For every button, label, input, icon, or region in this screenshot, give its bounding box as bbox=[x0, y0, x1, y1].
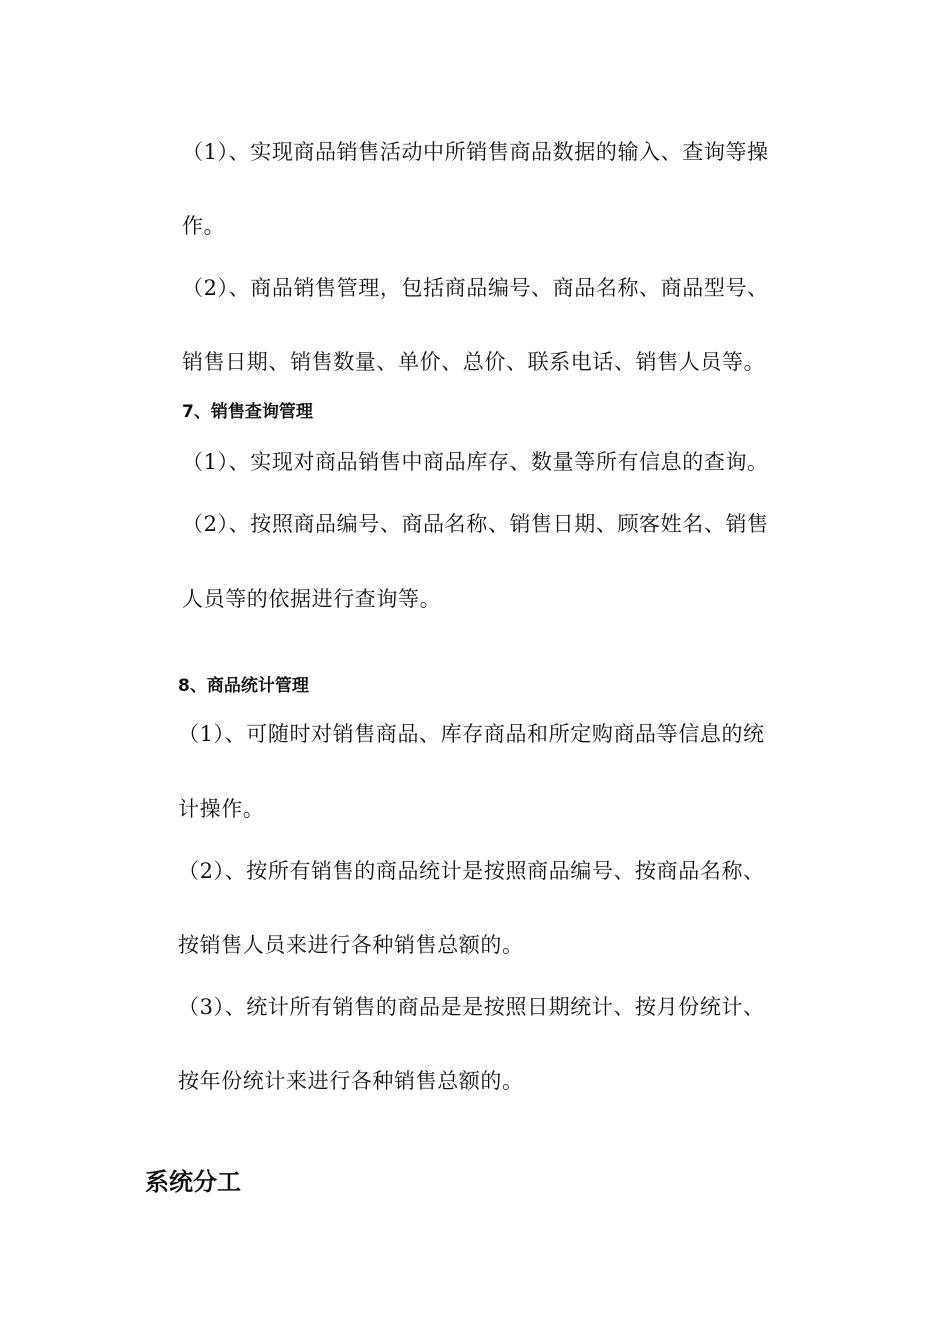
sales-mgmt-item-2-line-2: 销售日期、销售数量、单价、总价、联系电话、销售人员等。 bbox=[182, 350, 766, 374]
stats-mgmt-item-1-line-2: 计操作。 bbox=[178, 797, 265, 821]
sales-query-item-2-line-2: 人员等的依据进行查询等。 bbox=[182, 587, 442, 611]
stats-mgmt-item-2-line-1: （2）、按所有销售的商品统计是按照商品编号、按商品名称、 bbox=[178, 859, 765, 883]
stats-mgmt-item-3-line-1: （3）、统计所有销售的商品是是按照日期统计、按月份统计、 bbox=[178, 995, 765, 1019]
sales-mgmt-item-1-line-2: 作。 bbox=[182, 214, 226, 238]
sales-query-heading: 7、销售查询管理 bbox=[182, 402, 313, 422]
sales-query-item-1-line-1: （1）、实现对商品销售中商品库存、数量等所有信息的查询。 bbox=[182, 450, 769, 474]
sales-mgmt-item-1-line-1: （1）、实现商品销售活动中所销售商品数据的输入、查询等操 bbox=[182, 140, 769, 164]
stats-mgmt-item-1-line-1: （1）、可随时对销售商品、库存商品和所定购商品等信息的统 bbox=[178, 722, 765, 746]
system-division-title: 系统分工 bbox=[145, 1168, 241, 1196]
stats-mgmt-item-3-line-2: 按年份统计来进行各种销售总额的。 bbox=[178, 1069, 524, 1093]
sales-mgmt-item-2-line-1: （2）、商品销售管理，包括商品编号、商品名称、商品型号、 bbox=[182, 276, 769, 300]
stats-mgmt-heading: 8、商品统计管理 bbox=[178, 676, 309, 696]
stats-mgmt-item-2-line-2: 按销售人员来进行各种销售总额的。 bbox=[178, 933, 524, 957]
sales-query-item-2-line-1: （2）、按照商品编号、商品名称、销售日期、顾客姓名、销售 bbox=[182, 512, 769, 536]
